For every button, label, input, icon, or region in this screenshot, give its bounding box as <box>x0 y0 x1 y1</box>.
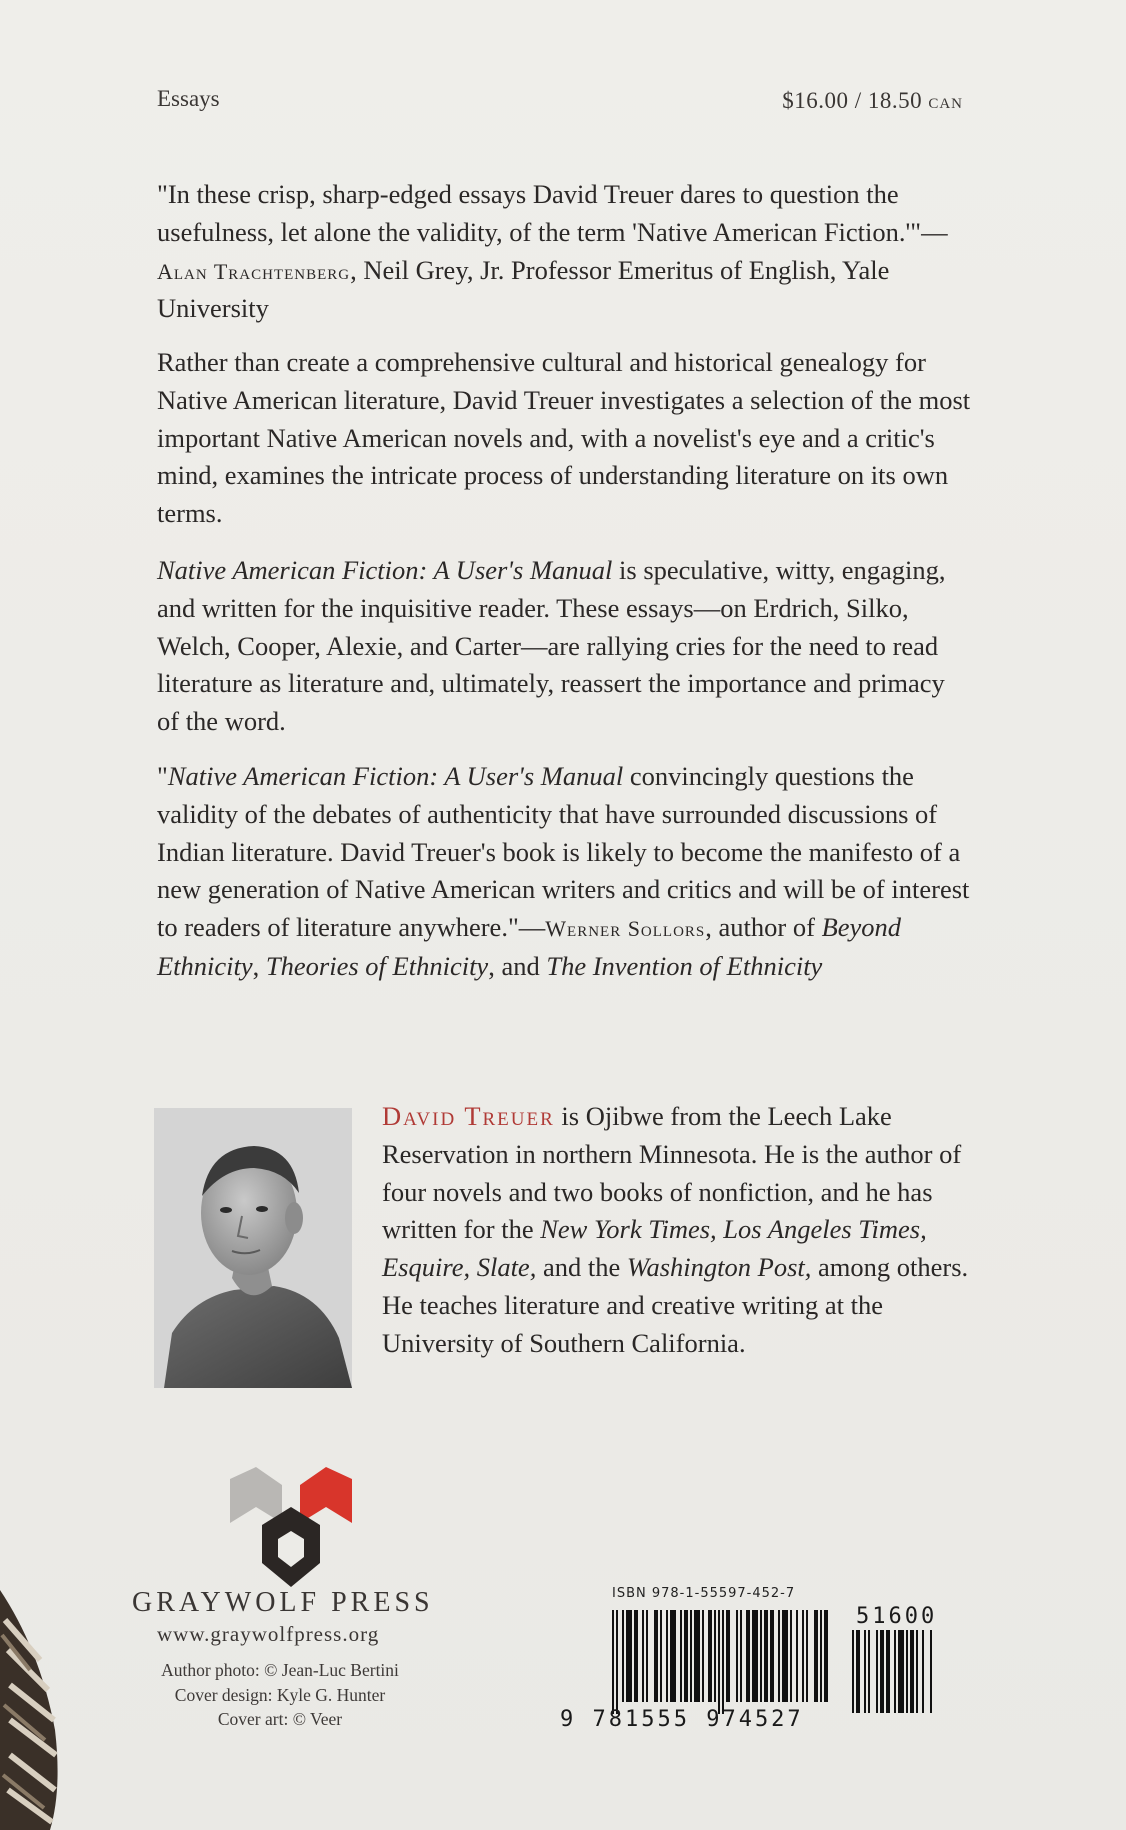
bio-text-b: and the <box>536 1252 627 1283</box>
credit-art: Cover art: © Veer <box>217 1709 343 1729</box>
author-bio <box>382 1098 972 1363</box>
quote2-sep2: , and <box>488 950 547 981</box>
quote2-book1: Beyond Ethnicity <box>157 912 902 981</box>
isbn-label: ISBN 978-1-55597-452-7 <box>612 1586 796 1601</box>
quote2-sep1: , <box>252 950 266 981</box>
description2-rest: is speculative, witty, engaging, and written for the inquisitive reader. These essays—on Erdrich, Silko, Welch, Cooper, Alexie, and Carter—are rallying cries for the need to read literature as literature and, ultimately, reassert the importance and primacy of the word. <box>157 555 946 737</box>
isbn-barcode <box>612 1610 828 1714</box>
quote2-text-a: convincingly questions the validity of the debates of authenticity that have surrounded discussions of Indian literature. David Treuer's book is likely to become the manifesto of a new generation of Native American writers and critics and will be of interest to readers of literature anywhere."— <box>157 761 970 943</box>
barcode-addon-number: 51600 <box>856 1604 938 1629</box>
feather-art <box>0 1590 70 1830</box>
bio-text-c: among others. He teaches literature and creative writing at the University of Southern California. <box>382 1252 969 1358</box>
category-label: Essays <box>157 86 220 111</box>
book-title: Native American Fiction: A User's Manual <box>157 555 613 585</box>
quote2-book3: The Invention of Ethnicity <box>546 950 823 981</box>
description-paragraph-2 <box>157 552 972 741</box>
bio-pub1: New York Times, Los Angeles Times, Esquire, Slate, <box>382 1214 927 1283</box>
credit-design: Cover design: Kyle G. Hunter <box>174 1684 386 1705</box>
quote1-attribution: Alan Trachtenberg <box>157 258 351 284</box>
publisher-name: GRAYWOLF PRESS <box>132 1587 434 1618</box>
author-name: David Treuer <box>382 1101 555 1131</box>
graywolf-logo <box>228 1467 354 1587</box>
quote2-text-b: , author of <box>705 912 822 943</box>
blurb-quote-trachtenberg <box>157 176 972 328</box>
price-us: $16.00 / 18.50 <box>782 88 923 113</box>
cover-credits <box>150 1658 410 1732</box>
price-label <box>782 88 963 114</box>
bio-text-a: is Ojibwe from the Leech Lake Reservation in northern Minnesota. He is the author of four novels and two books of nonfiction, and he has written for the <box>382 1101 962 1245</box>
publisher-website: www.graywolfpress.org <box>157 1622 380 1646</box>
quote2-book2: Theories of Ethnicity <box>265 950 489 981</box>
price-currency: CAN <box>928 96 963 112</box>
author-photo-image <box>154 1108 352 1388</box>
barcode-digits: 9 781555 974527 <box>560 1707 804 1732</box>
author-photo <box>154 1108 352 1388</box>
credit-photo: Author photo: © Jean-Luc Bertini <box>161 1660 399 1680</box>
quote2-attribution: Werner Sollors <box>545 916 706 942</box>
bio-pub2: Washington Post, <box>626 1252 812 1283</box>
quote1-text-b: , Neil Grey, Jr. Professor Emeritus of English, Yale University <box>157 254 890 324</box>
quote1-text-a: "In these crisp, sharp-edged essays David Treuer dares to question the usefulness, let alone the validity, of the term 'Native American Fiction.'"— <box>157 179 948 247</box>
description-paragraph-1: Rather than create a comprehensive cultural and historical genealogy for Native American literature, David Treuer investigates a selection of the most important Native American novels and, with a novelist's eye and a critic's mind, examines the intricate process of understanding literature on its own terms. <box>157 347 971 529</box>
quote2-book-title: Native American Fiction: A User's Manual <box>167 761 624 791</box>
blurb-quote-sollors <box>157 758 972 986</box>
quote2-open: " <box>157 761 168 791</box>
price-barcode <box>852 1630 958 1725</box>
